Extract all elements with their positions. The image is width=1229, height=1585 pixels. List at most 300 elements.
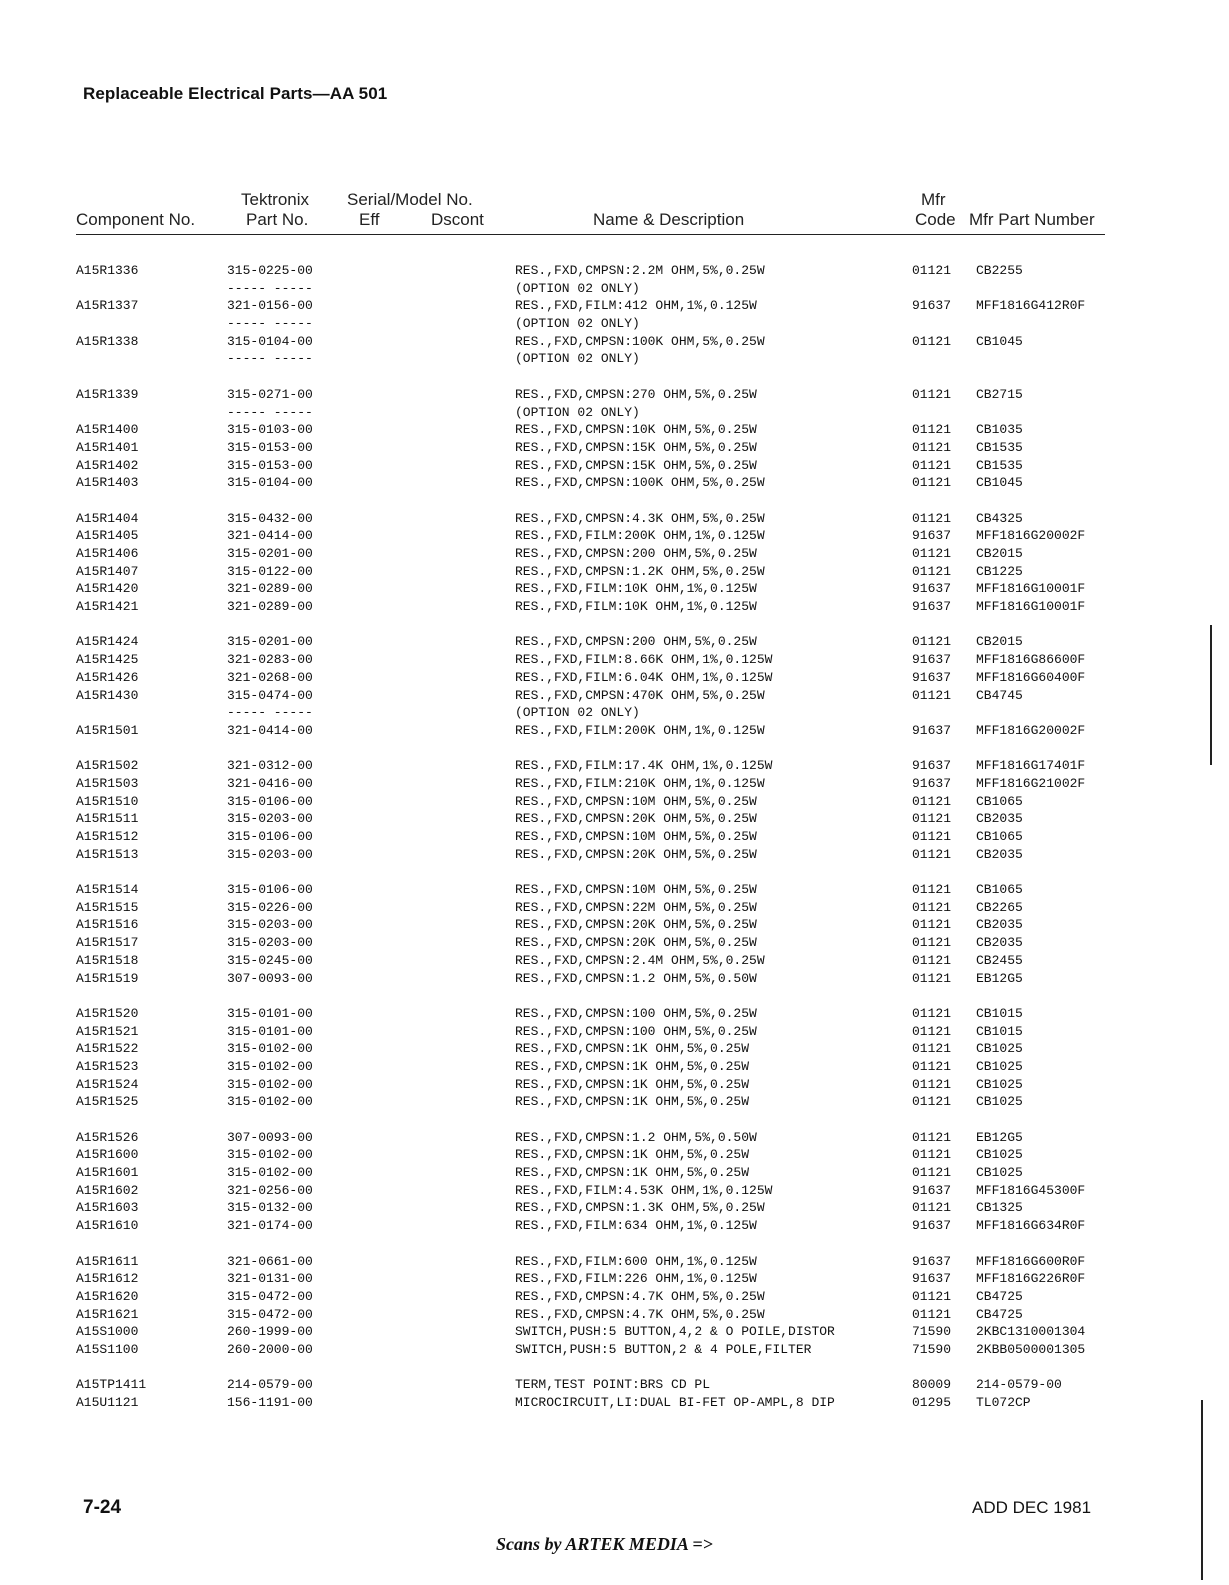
name-description-cell: (OPTION 02 ONLY) — [515, 705, 640, 721]
mfr-code-cell: 01121 — [912, 1200, 952, 1216]
table-row — [0, 1376, 1229, 1394]
mfr-part-number-cell: CB1025 — [976, 1094, 1023, 1110]
tektronix-part-no-cell: 315-0103-00 — [227, 422, 313, 438]
name-description-cell: RES.,FXD,FILM:210K OHM,1%,0.125W — [515, 775, 765, 791]
name-description-cell: RES.,FXD,CMPSN:270 OHM,5%,0.25W — [515, 386, 757, 402]
mfr-code-cell: 01121 — [912, 811, 952, 827]
table-row — [0, 633, 1229, 651]
mfr-part-number-cell: MFF1816G45300F — [976, 1182, 1086, 1198]
scan-edge-mark — [1210, 625, 1212, 765]
table-row — [0, 952, 1229, 970]
component-no-cell: A15S1000 — [76, 1324, 139, 1340]
table-row — [0, 881, 1229, 899]
mfr-part-number-cell: CB1535 — [976, 439, 1023, 455]
tektronix-part-no-cell: 260-1999-00 — [227, 1324, 313, 1340]
name-description-cell: SWITCH,PUSH:5 BUTTON,4,2 & O POILE,DISTOR — [515, 1324, 835, 1340]
table-row — [0, 828, 1229, 846]
table-row — [0, 1306, 1229, 1324]
component-no-cell: A15R1520 — [76, 1005, 139, 1021]
mfr-code-cell: 01121 — [912, 899, 952, 915]
name-description-cell: RES.,FXD,FILM:8.66K OHM,1%,0.125W — [515, 652, 773, 668]
table-row — [0, 580, 1229, 598]
name-description-cell: RES.,FXD,CMPSN:200 OHM,5%,0.25W — [515, 546, 757, 561]
mfr-code-cell: 91637 — [912, 599, 952, 615]
name-description-cell: RES.,FXD,FILM:4.53K OHM,1%,0.125W — [515, 1182, 773, 1198]
mfr-code-cell: 01121 — [912, 952, 952, 968]
tektronix-part-no-cell: 315-0432-00 — [227, 510, 313, 526]
tektronix-part-no-cell: 315-0472-00 — [227, 1288, 313, 1304]
name-description-cell: RES.,FXD,FILM:200K OHM,1%,0.125W — [515, 722, 765, 738]
tektronix-part-no-cell: 315-0106-00 — [227, 829, 313, 844]
mfr-part-number-cell: CB1025 — [976, 1147, 1023, 1163]
component-no-cell: A15R1621 — [76, 1306, 139, 1322]
tektronix-part-no-cell: 315-0106-00 — [227, 882, 313, 898]
name-description-cell: RES.,FXD,CMPSN:100 OHM,5%,0.25W — [515, 1023, 757, 1039]
mfr-part-number-cell: 214-0579-00 — [976, 1377, 1062, 1393]
table-row — [0, 1288, 1229, 1306]
name-description-cell: RES.,FXD,CMPSN:4.3K OHM,5%,0.25W — [515, 510, 765, 526]
mfr-code-cell: 01121 — [912, 1165, 952, 1181]
tektronix-part-no-cell: 315-0102-00 — [227, 1147, 313, 1163]
tektronix-part-no-cell: 315-0203-00 — [227, 811, 313, 827]
header-serial-model: Serial/Model No. — [347, 190, 473, 209]
mfr-code-cell: 01121 — [912, 546, 952, 561]
mfr-code-cell: 01121 — [912, 1005, 952, 1021]
name-description-cell: RES.,FXD,CMPSN:20K OHM,5%,0.25W — [515, 811, 757, 827]
mfr-part-number-cell: CB2265 — [976, 899, 1023, 915]
table-row — [0, 315, 1229, 333]
mfr-part-number-cell: EB12G5 — [976, 970, 1023, 986]
table-row — [0, 545, 1229, 563]
mfr-code-cell: 01121 — [912, 917, 952, 933]
tektronix-part-no-cell: 321-0312-00 — [227, 758, 313, 774]
tektronix-part-no-cell: 321-0289-00 — [227, 581, 313, 597]
page-title: Replaceable Electrical Parts—AA 501 — [83, 84, 388, 103]
mfr-part-number-cell: CB4725 — [976, 1306, 1023, 1322]
name-description-cell: RES.,FXD,CMPSN:200 OHM,5%,0.25W — [515, 634, 757, 650]
tektronix-part-no-cell: 315-0102-00 — [227, 1165, 313, 1181]
name-description-cell: RES.,FXD,CMPSN:100 OHM,5%,0.25W — [515, 1005, 757, 1021]
component-no-cell: A15R1430 — [76, 687, 139, 703]
tektronix-part-no-cell: 315-0104-00 — [227, 333, 313, 349]
tektronix-part-no-cell: 156-1191-00 — [227, 1395, 313, 1410]
mfr-code-cell: 01121 — [912, 1058, 952, 1074]
scan-credit: Scans by ARTEK MEDIA => — [496, 1534, 713, 1554]
table-row — [0, 1164, 1229, 1182]
mfr-part-number-cell: CB1025 — [976, 1041, 1023, 1057]
mfr-part-number-cell: CB1535 — [976, 457, 1023, 473]
tektronix-part-no-cell: 315-0132-00 — [227, 1200, 313, 1216]
mfr-part-number-cell: CB2015 — [976, 546, 1023, 561]
mfr-part-number-cell: CB1065 — [976, 882, 1023, 898]
mfr-code-cell: 01121 — [912, 1041, 952, 1057]
tektronix-part-no-cell: 315-0104-00 — [227, 475, 313, 491]
mfr-code-cell: 91637 — [912, 298, 952, 314]
component-no-cell: A15R1523 — [76, 1058, 139, 1074]
table-row — [0, 1253, 1229, 1271]
component-no-cell: A15R1510 — [76, 793, 139, 809]
parts-list — [0, 262, 1229, 1412]
header-eff: Eff — [359, 210, 380, 229]
name-description-cell: (OPTION 02 ONLY) — [515, 316, 640, 332]
mfr-part-number-cell: EB12G5 — [976, 1129, 1023, 1145]
name-description-cell: RES.,FXD,FILM:200K OHM,1%,0.125W — [515, 528, 765, 544]
name-description-cell: RES.,FXD,CMPSN:100K OHM,5%,0.25W — [515, 333, 765, 349]
mfr-part-number-cell: CB1325 — [976, 1200, 1023, 1216]
component-no-cell: A15R1600 — [76, 1147, 139, 1163]
tektronix-part-no-cell: 321-0414-00 — [227, 722, 313, 738]
table-row — [0, 1076, 1229, 1094]
table-row — [0, 439, 1229, 457]
table-row — [0, 527, 1229, 545]
table-row — [0, 1217, 1229, 1235]
tektronix-part-no-cell: 321-0416-00 — [227, 775, 313, 791]
table-row — [0, 775, 1229, 793]
tektronix-part-no-cell: 315-0102-00 — [227, 1076, 313, 1092]
table-row — [0, 1146, 1229, 1164]
tektronix-part-no-cell: ----- ----- — [227, 705, 313, 721]
table-row — [0, 722, 1229, 740]
tektronix-part-no-cell: 321-0156-00 — [227, 298, 313, 314]
component-no-cell: A15R1526 — [76, 1129, 139, 1145]
tektronix-part-no-cell: 315-0245-00 — [227, 952, 313, 968]
tektronix-part-no-cell: ----- ----- — [227, 280, 313, 296]
tektronix-part-no-cell: 315-0153-00 — [227, 439, 313, 455]
component-no-cell: A15R1513 — [76, 846, 139, 862]
tektronix-part-no-cell: ----- ----- — [227, 404, 313, 420]
component-no-cell: A15R1338 — [76, 333, 139, 349]
component-no-cell: A15R1407 — [76, 563, 139, 579]
component-no-cell: A15R1516 — [76, 917, 139, 933]
mfr-code-cell: 71590 — [912, 1324, 952, 1340]
header-mfr-code: Code — [915, 210, 956, 229]
name-description-cell: RES.,FXD,CMPSN:4.7K OHM,5%,0.25W — [515, 1306, 765, 1322]
name-description-cell: RES.,FXD,CMPSN:10M OHM,5%,0.25W — [515, 882, 757, 898]
mfr-code-cell: 91637 — [912, 528, 952, 544]
component-no-cell: A15R1404 — [76, 510, 139, 526]
header-part-no: Part No. — [246, 210, 309, 229]
mfr-part-number-cell: 2KBB0500001305 — [976, 1341, 1086, 1357]
mfr-part-number-cell: CB1025 — [976, 1165, 1023, 1181]
tektronix-part-no-cell: 315-0106-00 — [227, 793, 313, 809]
mfr-part-number-cell: CB4725 — [976, 1288, 1023, 1304]
mfr-part-number-cell: CB1065 — [976, 793, 1023, 809]
table-row — [0, 598, 1229, 616]
name-description-cell: (OPTION 02 ONLY) — [515, 351, 640, 367]
mfr-code-cell: 01121 — [912, 1076, 952, 1092]
mfr-part-number-cell: CB1015 — [976, 1005, 1023, 1021]
component-no-cell: A15R1612 — [76, 1271, 139, 1287]
tektronix-part-no-cell: 321-0131-00 — [227, 1271, 313, 1287]
component-no-cell: A15R1403 — [76, 475, 139, 491]
mfr-part-number-cell: MFF1816G634R0F — [976, 1218, 1086, 1234]
mfr-code-cell: 01121 — [912, 422, 952, 438]
component-no-cell: A15R1515 — [76, 899, 139, 915]
component-no-cell: A15R1603 — [76, 1200, 139, 1216]
table-row — [0, 510, 1229, 528]
name-description-cell: RES.,FXD,CMPSN:20K OHM,5%,0.25W — [515, 917, 757, 933]
tektronix-part-no-cell: 315-0203-00 — [227, 935, 313, 951]
component-no-cell: A15R1518 — [76, 952, 139, 968]
tektronix-part-no-cell: 214-0579-00 — [227, 1377, 313, 1393]
name-description-cell: RES.,FXD,CMPSN:1K OHM,5%,0.25W — [515, 1041, 750, 1057]
mfr-part-number-cell: CB2255 — [976, 263, 1023, 278]
mfr-code-cell: 01121 — [912, 970, 952, 986]
mfr-code-cell: 01295 — [912, 1395, 952, 1410]
name-description-cell: RES.,FXD,FILM:6.04K OHM,1%,0.125W — [515, 669, 773, 685]
component-no-cell: A15R1425 — [76, 652, 139, 668]
tektronix-part-no-cell: 315-0203-00 — [227, 917, 313, 933]
name-description-cell: RES.,FXD,CMPSN:2.4M OHM,5%,0.25W — [515, 952, 765, 968]
name-description-cell: RES.,FXD,FILM:226 OHM,1%,0.125W — [515, 1271, 757, 1287]
tektronix-part-no-cell: 315-0102-00 — [227, 1094, 313, 1110]
tektronix-part-no-cell: 321-0256-00 — [227, 1182, 313, 1198]
table-row — [0, 934, 1229, 952]
name-description-cell: RES.,FXD,FILM:412 OHM,1%,0.125W — [515, 298, 757, 314]
table-row — [0, 421, 1229, 439]
tektronix-part-no-cell: 315-0271-00 — [227, 386, 313, 402]
tektronix-part-no-cell: 315-0472-00 — [227, 1306, 313, 1322]
tektronix-part-no-cell: 315-0102-00 — [227, 1058, 313, 1074]
component-no-cell: A15R1602 — [76, 1182, 139, 1198]
table-row — [0, 810, 1229, 828]
name-description-cell: RES.,FXD,CMPSN:1K OHM,5%,0.25W — [515, 1147, 750, 1163]
table-row — [0, 404, 1229, 422]
header-mfr-part-number: Mfr Part Number — [969, 210, 1095, 229]
name-description-cell: RES.,FXD,FILM:10K OHM,1%,0.125W — [515, 599, 757, 615]
tektronix-part-no-cell: 315-0201-00 — [227, 634, 313, 650]
mfr-part-number-cell: CB1065 — [976, 829, 1023, 844]
name-description-cell: RES.,FXD,CMPSN:100K OHM,5%,0.25W — [515, 475, 765, 491]
mfr-part-number-cell: 2KBC1310001304 — [976, 1324, 1086, 1340]
mfr-part-number-cell: CB2715 — [976, 386, 1023, 402]
table-row — [0, 1182, 1229, 1200]
tektronix-part-no-cell: ----- ----- — [227, 351, 313, 367]
header-tektronix: Tektronix — [241, 190, 310, 209]
table-row — [0, 1040, 1229, 1058]
name-description-cell: RES.,FXD,FILM:17.4K OHM,1%,0.125W — [515, 758, 773, 774]
tektronix-part-no-cell: 315-0101-00 — [227, 1005, 313, 1021]
table-row — [0, 1058, 1229, 1076]
component-no-cell: A15R1517 — [76, 935, 139, 951]
mfr-part-number-cell: CB1225 — [976, 563, 1023, 579]
table-row — [0, 704, 1229, 722]
mfr-part-number-cell: MFF1816G86600F — [976, 652, 1086, 668]
tektronix-part-no-cell: 315-0101-00 — [227, 1023, 313, 1039]
table-row — [0, 1093, 1229, 1111]
mfr-code-cell: 91637 — [912, 1218, 952, 1234]
mfr-part-number-cell: CB2035 — [976, 935, 1023, 951]
component-no-cell: A15R1503 — [76, 775, 139, 791]
mfr-part-number-cell: CB2035 — [976, 846, 1023, 862]
mfr-code-cell: 01121 — [912, 475, 952, 491]
mfr-code-cell: 01121 — [912, 263, 952, 278]
table-row — [0, 386, 1229, 404]
table-row — [0, 474, 1229, 492]
table-row — [0, 262, 1229, 280]
name-description-cell: RES.,FXD,CMPSN:1.2 OHM,5%,0.50W — [515, 1129, 757, 1145]
mfr-code-cell: 01121 — [912, 687, 952, 703]
mfr-code-cell: 01121 — [912, 386, 952, 402]
table-row — [0, 1199, 1229, 1217]
mfr-code-cell: 91637 — [912, 1271, 952, 1287]
mfr-part-number-cell: CB4745 — [976, 687, 1023, 703]
name-description-cell: RES.,FXD,CMPSN:1.3K OHM,5%,0.25W — [515, 1200, 765, 1216]
table-row — [0, 1341, 1229, 1359]
mfr-code-cell: 91637 — [912, 1253, 952, 1269]
table-row — [0, 899, 1229, 917]
mfr-code-cell: 01121 — [912, 1288, 952, 1304]
component-no-cell: A15R1406 — [76, 546, 139, 561]
component-no-cell: A15R1337 — [76, 298, 139, 314]
tektronix-part-no-cell: 315-0201-00 — [227, 546, 313, 561]
header-name-description: Name & Description — [593, 210, 745, 229]
table-row — [0, 280, 1229, 298]
name-description-cell: RES.,FXD,CMPSN:15K OHM,5%,0.25W — [515, 439, 757, 455]
component-no-cell: A15R1401 — [76, 439, 139, 455]
name-description-cell: RES.,FXD,CMPSN:15K OHM,5%,0.25W — [515, 457, 757, 473]
mfr-code-cell: 91637 — [912, 775, 952, 791]
mfr-part-number-cell: MFF1816G412R0F — [976, 298, 1086, 314]
mfr-code-cell: 01121 — [912, 563, 952, 579]
tektronix-part-no-cell: 315-0122-00 — [227, 563, 313, 579]
component-no-cell: A15S1100 — [76, 1341, 139, 1357]
table-row — [0, 916, 1229, 934]
tektronix-part-no-cell: 307-0093-00 — [227, 1129, 313, 1145]
mfr-code-cell: 91637 — [912, 581, 952, 597]
table-row — [0, 457, 1229, 475]
name-description-cell: RES.,FXD,CMPSN:2.2M OHM,5%,0.25W — [515, 263, 765, 278]
table-row — [0, 1023, 1229, 1041]
mfr-part-number-cell: CB1015 — [976, 1023, 1023, 1039]
mfr-code-cell: 01121 — [912, 829, 952, 844]
table-row — [0, 350, 1229, 368]
mfr-part-number-cell: CB1035 — [976, 422, 1023, 438]
name-description-cell: MICROCIRCUIT,LI:DUAL BI-FET OP-AMPL,8 DIP — [515, 1395, 835, 1410]
name-description-cell: RES.,FXD,CMPSN:470K OHM,5%,0.25W — [515, 687, 765, 703]
mfr-part-number-cell: CB2035 — [976, 917, 1023, 933]
component-no-cell: A15R1426 — [76, 669, 139, 685]
name-description-cell: RES.,FXD,CMPSN:1K OHM,5%,0.25W — [515, 1094, 750, 1110]
name-description-cell: RES.,FXD,FILM:10K OHM,1%,0.125W — [515, 581, 757, 597]
mfr-code-cell: 80009 — [912, 1377, 952, 1393]
scan-edge-mark — [1201, 1400, 1203, 1580]
component-no-cell: A15TP1411 — [76, 1377, 147, 1393]
mfr-code-cell: 01121 — [912, 439, 952, 455]
component-no-cell: A15R1522 — [76, 1041, 139, 1057]
header-mfr: Mfr — [921, 190, 946, 209]
component-no-cell: A15R1620 — [76, 1288, 139, 1304]
component-no-cell: A15R1421 — [76, 599, 139, 615]
mfr-code-cell: 01121 — [912, 1129, 952, 1145]
name-description-cell: RES.,FXD,CMPSN:4.7K OHM,5%,0.25W — [515, 1288, 765, 1304]
component-no-cell: A15R1611 — [76, 1253, 139, 1269]
table-row — [0, 970, 1229, 988]
component-no-cell: A15R1512 — [76, 829, 139, 844]
name-description-cell: RES.,FXD,CMPSN:10M OHM,5%,0.25W — [515, 829, 757, 844]
mfr-part-number-cell: MFF1816G21002F — [976, 775, 1086, 791]
mfr-code-cell: 01121 — [912, 1147, 952, 1163]
tektronix-part-no-cell: 307-0093-00 — [227, 970, 313, 986]
component-no-cell: A15R1514 — [76, 882, 139, 898]
mfr-code-cell: 01121 — [912, 333, 952, 349]
tektronix-part-no-cell: 321-0661-00 — [227, 1253, 313, 1269]
mfr-part-number-cell: CB1025 — [976, 1058, 1023, 1074]
component-no-cell: A15R1336 — [76, 263, 139, 278]
component-no-cell: A15R1601 — [76, 1165, 139, 1181]
name-description-cell: RES.,FXD,CMPSN:1K OHM,5%,0.25W — [515, 1076, 750, 1092]
tektronix-part-no-cell: 315-0474-00 — [227, 687, 313, 703]
tektronix-part-no-cell: 260-2000-00 — [227, 1341, 313, 1357]
component-no-cell: A15R1521 — [76, 1023, 139, 1039]
table-row — [0, 297, 1229, 315]
tektronix-part-no-cell: 315-0153-00 — [227, 457, 313, 473]
header-component: Component No. — [76, 210, 196, 229]
mfr-part-number-cell: MFF1816G20002F — [976, 528, 1086, 544]
name-description-cell: RES.,FXD,CMPSN:1.2 OHM,5%,0.50W — [515, 970, 757, 986]
mfr-part-number-cell: CB1025 — [976, 1076, 1023, 1092]
mfr-code-cell: 91637 — [912, 1182, 952, 1198]
component-no-cell: A15R1405 — [76, 528, 139, 544]
component-no-cell: A15R1420 — [76, 581, 139, 597]
table-row — [0, 333, 1229, 351]
tektronix-part-no-cell: 315-0225-00 — [227, 263, 313, 278]
mfr-code-cell: 91637 — [912, 652, 952, 668]
mfr-code-cell: 01121 — [912, 457, 952, 473]
tektronix-part-no-cell: 321-0414-00 — [227, 528, 313, 544]
name-description-cell: (OPTION 02 ONLY) — [515, 404, 640, 420]
component-no-cell: A15R1502 — [76, 758, 139, 774]
mfr-part-number-cell: MFF1816G10001F — [976, 581, 1086, 597]
mfr-part-number-cell: TL072CP — [976, 1395, 1031, 1410]
component-no-cell: A15R1339 — [76, 386, 139, 402]
tektronix-part-no-cell: ----- ----- — [227, 316, 313, 332]
mfr-part-number-cell: CB1045 — [976, 475, 1023, 491]
table-row — [0, 687, 1229, 705]
table-row — [0, 669, 1229, 687]
tektronix-part-no-cell: 321-0268-00 — [227, 669, 313, 685]
mfr-code-cell: 91637 — [912, 722, 952, 738]
component-no-cell: A15R1525 — [76, 1094, 139, 1110]
tektronix-part-no-cell: 321-0289-00 — [227, 599, 313, 615]
header-divider — [76, 234, 1105, 235]
name-description-cell: RES.,FXD,CMPSN:22M OHM,5%,0.25W — [515, 899, 757, 915]
tektronix-part-no-cell: 321-0283-00 — [227, 652, 313, 668]
mfr-part-number-cell: MFF1816G226R0F — [976, 1271, 1086, 1287]
mfr-code-cell: 01121 — [912, 935, 952, 951]
table-row — [0, 1270, 1229, 1288]
revision-date: ADD DEC 1981 — [972, 1498, 1092, 1517]
mfr-code-cell: 01121 — [912, 1023, 952, 1039]
component-no-cell: A15R1424 — [76, 634, 139, 650]
name-description-cell: RES.,FXD,CMPSN:20K OHM,5%,0.25W — [515, 935, 757, 951]
mfr-code-cell: 91637 — [912, 669, 952, 685]
component-no-cell: A15R1400 — [76, 422, 139, 438]
table-row — [0, 1323, 1229, 1341]
table-row — [0, 651, 1229, 669]
name-description-cell: RES.,FXD,FILM:634 OHM,1%,0.125W — [515, 1218, 757, 1234]
component-no-cell: A15R1402 — [76, 457, 139, 473]
mfr-part-number-cell: CB2035 — [976, 811, 1023, 827]
component-no-cell: A15R1524 — [76, 1076, 139, 1092]
mfr-code-cell: 01121 — [912, 846, 952, 862]
mfr-code-cell: 01121 — [912, 882, 952, 898]
component-no-cell: A15R1519 — [76, 970, 139, 986]
mfr-part-number-cell: MFF1816G17401F — [976, 758, 1086, 774]
mfr-part-number-cell: MFF1816G10001F — [976, 599, 1086, 615]
table-row — [0, 1394, 1229, 1412]
name-description-cell: RES.,FXD,CMPSN:1.2K OHM,5%,0.25W — [515, 563, 765, 579]
